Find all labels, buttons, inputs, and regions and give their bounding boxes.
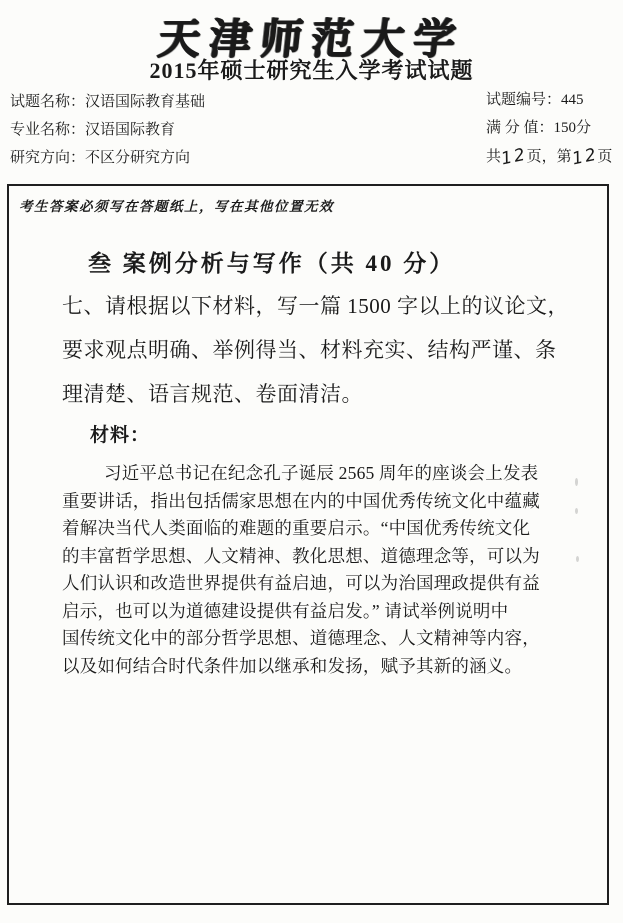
- major-name-row: [10, 116, 205, 144]
- page-count-row: [486, 142, 612, 170]
- section-title: 叁 案例分析与写作（共 40 分）: [88, 251, 456, 276]
- material-line: 国传统文化中的部分哲学思想、道德理念、人文精神等内容，: [62, 628, 540, 648]
- exam-meta-right: [486, 86, 612, 170]
- exam-meta-left: [10, 88, 205, 172]
- material-line: 习近平总书记在纪念孔子诞辰 2565 周年的座谈会上发表: [104, 463, 539, 483]
- exam-number-value: 445: [561, 92, 584, 108]
- research-direction-value: 不区分研究方向: [85, 150, 191, 166]
- material-label: 材料：: [90, 425, 151, 446]
- material-line: 启示，也可以为道德建设提供有益启发。” 请试举例说明中: [62, 600, 509, 621]
- research-direction-label: 研究方向：: [10, 150, 86, 166]
- scan-speck: [575, 508, 578, 514]
- exam-number-label: 试题编号：: [486, 92, 562, 108]
- material-line: 人们认识和改造世界提供有益启迪，可以为治国理政提供有益: [62, 573, 540, 593]
- exam-subtitle: 2015年硕士研究生入学考试试题: [149, 58, 474, 83]
- material-line: 的丰富哲学思想、人文精神、教化思想、道德理念等，可以为: [62, 545, 540, 566]
- exam-content-box: [7, 184, 609, 905]
- material-line: 着解决当代人类面临的难题的重要启示。“中国优秀传统文化: [62, 518, 531, 538]
- major-name-label: 专业名称：: [10, 122, 86, 138]
- pages-suffix: 页: [597, 149, 613, 165]
- scan-speck: [576, 556, 579, 562]
- pages-prefix: 共: [486, 149, 502, 165]
- full-score-value: 150分: [553, 120, 592, 136]
- answer-sheet-notice: 考生答案必须写在答题纸上，写在其他位置无效: [19, 199, 334, 214]
- exam-name-label: 试题名称：: [10, 94, 86, 110]
- question-line: 理清楚、语言规范、卷面清洁。: [62, 382, 363, 406]
- exam-name-row: [10, 88, 205, 116]
- question-line: 要求观点明确、举例得当、材料充实、结构严谨、条: [62, 338, 557, 362]
- exam-name-value: 汉语国际教育基础: [85, 94, 206, 110]
- material-line: 重要讲话，指出包括儒家思想在内的中国优秀传统文化中蕴藏: [62, 490, 540, 511]
- scan-speck: [575, 478, 578, 486]
- university-calligraphy-title: 天津师范大学: [155, 14, 467, 63]
- question-text: [62, 284, 589, 416]
- question-line: 七、请根据以下材料，写一篇 1500 字以上的议论文，: [62, 294, 569, 318]
- pages-total-handwritten: 12: [499, 144, 529, 170]
- major-name-value: 汉语国际教育: [85, 122, 176, 138]
- full-score-row: [486, 114, 612, 142]
- pages-mid: 页，第: [526, 149, 572, 165]
- material-line: 以及如何结合时代条件加以继承和发扬，赋予其新的涵义。: [62, 655, 523, 676]
- research-direction-row: [10, 144, 205, 172]
- page-current-handwritten: 12: [570, 144, 600, 170]
- material-paragraph: [62, 460, 591, 680]
- full-score-label: 满 分 值：: [486, 120, 554, 136]
- exam-number-row: [486, 86, 612, 114]
